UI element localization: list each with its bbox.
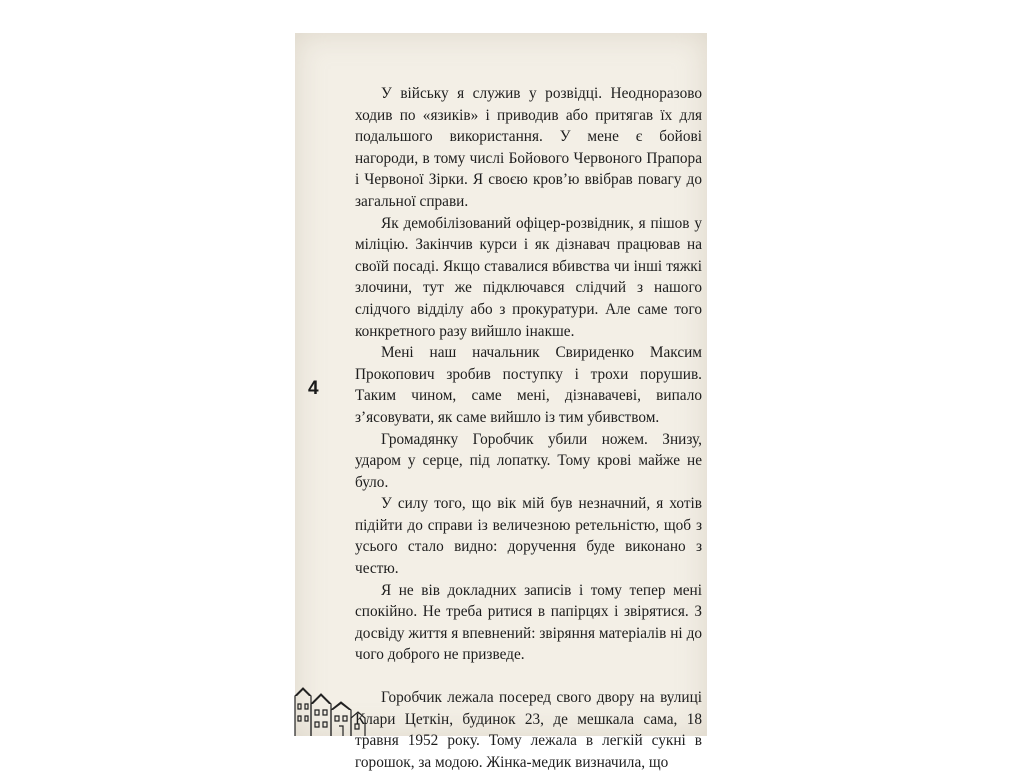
book-page — [295, 33, 707, 771]
paragraph: Мені наш начальник Свириденко Максим Прокопович зробив поступку і трохи порушив. Таким чином, саме мені, дізнавачеві, випало з’ясовувати, як саме вийшло із тим убивством. — [355, 344, 702, 426]
paragraph: Горобчик лежала посеред свого двору на вулиці Клари Цеткін, будинок 23, де мешкала сама, 18 травня 1952 року. Тому лежала в легкій сукні в горошок, за модою. Жінка-медик визначила, що — [355, 689, 702, 771]
paragraph: Як демобілізований офіцер-розвідник, я пішов у міліцію. Закінчив курси і як дізнавач працював на своїй посаді. Якщо ставалися вбивства чи інші тяжкі злочини, тут же підключався слідчий з нашого слідчого відділу або з прокуратури. Але саме того конкретного разу вийшло інакше. — [355, 214, 702, 340]
paragraph: Громадянку Горобчик убили ножем. Знизу, ударом у серце, під лопатку. Тому крові майже не було. — [355, 430, 702, 491]
page-number: 4 — [308, 378, 319, 399]
paragraph: У війську я служив у розвідці. Неодноразово ходив по «язиків» і приводив або притягав їх для подальшого використання. У мене є бойові нагороди, в тому числі Бойового Червоного Прапора і Червоної Зірки. Я своєю кров’ю ввібрав повагу до загальної справи. — [355, 85, 702, 210]
town-sketch-icon — [295, 676, 365, 736]
paragraph: У силу того, що вік мій був незначний, я хотів підійти до справи із величезною ретельністю, щоб з усього стало видно: доручення буде виконано з честю. — [355, 495, 702, 578]
paragraph: Я не вів докладних записів і тому тепер мені спокійно. Не треба ритися в папірцях і звірятися. З досвіду життя я впевнений: звіряння матеріалів ні до чого доброго не призведе. — [355, 581, 702, 664]
body-text — [355, 83, 702, 773]
